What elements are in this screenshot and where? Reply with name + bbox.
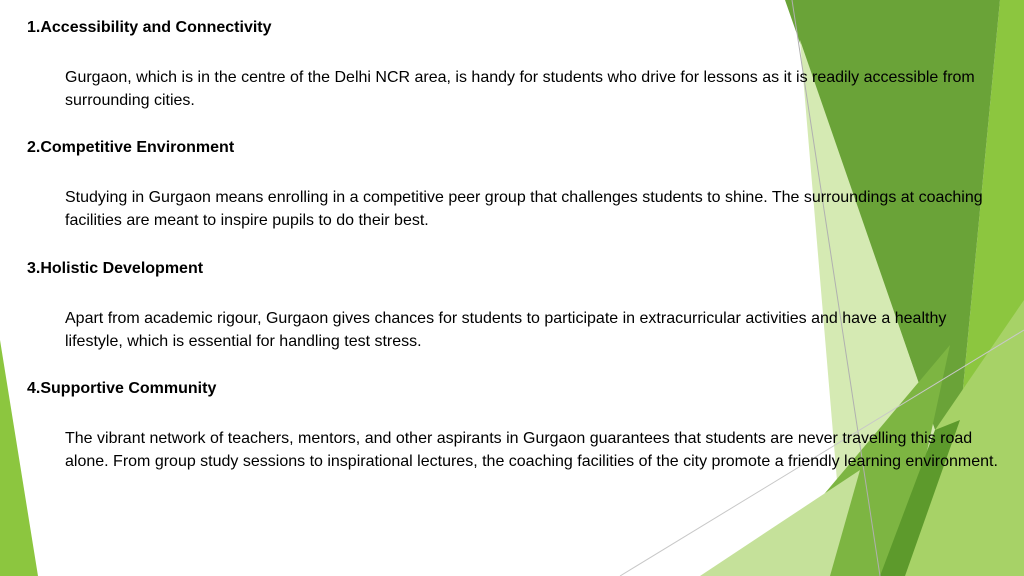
section-body-competitive: Studying in Gurgaon means enrolling in a competitive peer group that challenges students to shine. The surroundings at coaching facilities are meant to inspire pupils to do their best. — [65, 189, 983, 229]
section-heading-community: 4.Supportive Community — [27, 380, 217, 397]
section-heading-holistic: 3.Holistic Development — [27, 260, 204, 277]
section-heading-accessibility: 1.Accessibility and Connectivity — [27, 19, 272, 36]
section-body-accessibility: Gurgaon, which is in the centre of the Delhi NCR area, is handy for students who drive for lessons as it is readily accessible from surrounding cities. — [65, 69, 975, 109]
section-heading-competitive: 2.Competitive Environment — [27, 139, 235, 156]
section-body-community: The vibrant network of teachers, mentors, and other aspirants in Gurgaon guarantees that students are never travelling this road alone. From group study sessions to inspirational lectures, the coaching facilities of the city promote a friendly learning environment. — [65, 430, 998, 470]
section-body-holistic: Apart from academic rigour, Gurgaon gives chances for students to participate in extracurricular activities and have a healthy lifestyle, which is essential for handling test stress. — [65, 310, 947, 350]
facet-left-sliver — [0, 340, 38, 576]
